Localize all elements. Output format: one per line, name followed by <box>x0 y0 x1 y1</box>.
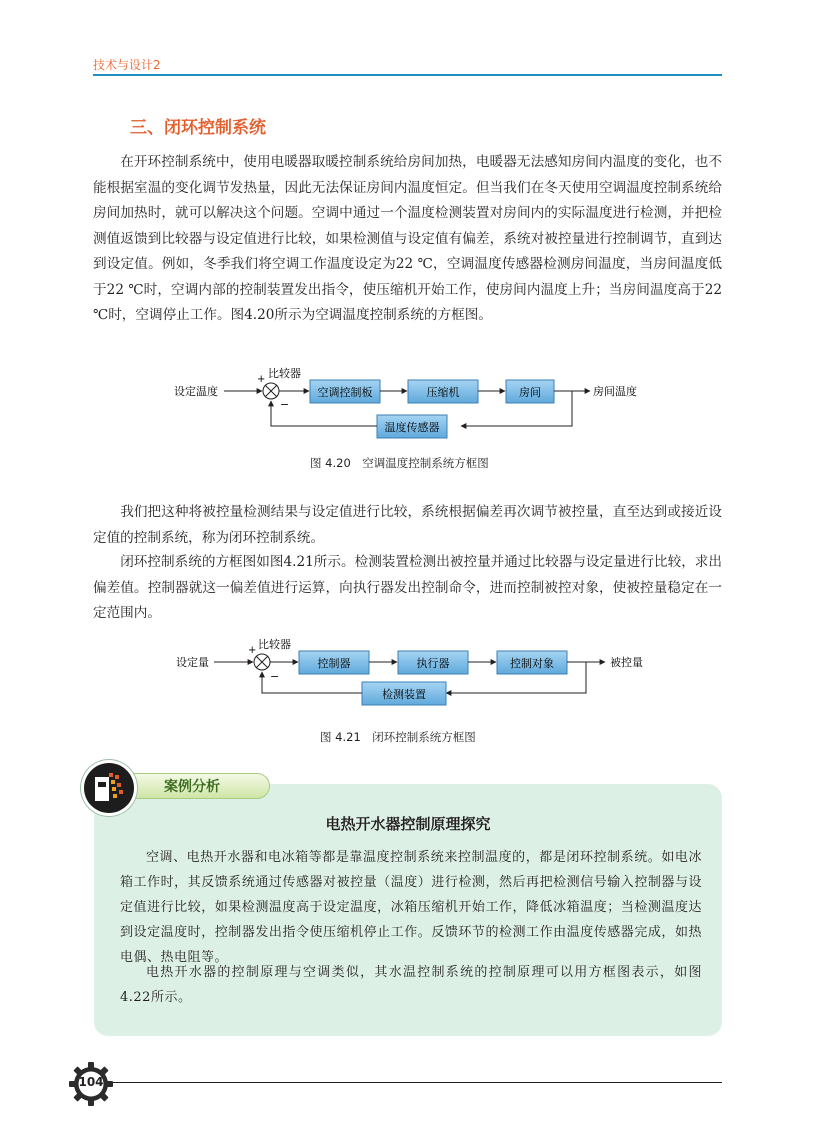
fig421-plus: + <box>248 645 257 656</box>
fig421-block-actuator-label: 执行器 <box>416 657 450 670</box>
case-analysis-tab-label: 案例分析 <box>164 779 220 795</box>
fig420-block-compressor-label: 压缩机 <box>426 386 460 399</box>
fig421-comparator-label: 比较器 <box>258 638 291 651</box>
fig421-block-plant-label: 控制对象 <box>510 657 554 670</box>
fig420-comparator-label: 比较器 <box>268 367 301 380</box>
fig420-output-label: 房间温度 <box>593 385 637 398</box>
fig420-block-controller-label: 空调控制板 <box>317 386 373 399</box>
fig421-output-label: 被控量 <box>610 656 643 669</box>
paragraph-definition: 我们把这种将被控量检测结果与设定值进行比较，系统根据偏差再次调节被控量，直至达到或接近设定值的控制系统，称为闭环控制系统。 <box>93 504 722 546</box>
case-analysis-icon <box>84 763 134 813</box>
paragraph-block-diagram: 闭环控制系统的方框图如图4.21所示。检测装置检测出被控量并通过比较器与设定量进行比较，求出偏差值。控制器就这一偏差值进行运算，向执行器发出控制命令，进而控制被控对象，使被控量稳定在一定范围内。 <box>93 554 722 621</box>
fig420-plus: + <box>257 374 266 385</box>
fig421-input-label: 设定量 <box>176 656 209 669</box>
case-paragraph-1: 空调、电热开水器和电冰箱等都是靠温度控制系统来控制温度的，都是闭环控制系统。如电冰箱工作时，其反馈系统通过传感器对被控量（温度）进行检测，然后再把检测信号输入控制器与设定值进行比较，如果检测温度高于设定温度，冰箱压缩机开始工作，降低冰箱温度；当检测温度达到设定温度时，控制器发出指令使压缩机停止工作。反馈环节的检测工作由温度传感器完成，如热电偶、热电阻等。 <box>120 850 702 965</box>
section-title: 三、闭环控制系统 <box>130 118 266 138</box>
fig421-minus: − <box>270 670 280 683</box>
fig420-minus: − <box>280 398 290 411</box>
fig420-input-label: 设定温度 <box>174 385 218 398</box>
book-title: 技术与设计2 <box>93 58 161 72</box>
page-number: 104 <box>78 1075 104 1089</box>
header-rule <box>93 74 722 76</box>
footer-rule <box>112 1082 722 1083</box>
fig420-block-sensor-label: 温度传感器 <box>384 421 440 434</box>
figure-4-21-caption: 图 4.21 闭环控制系统方框图 <box>320 730 476 744</box>
case-paragraph-2: 电热开水器的控制原理与空调类似，其水温控制系统的控制原理可以用方框图表示，如图4.22所示。 <box>120 965 702 1005</box>
fig421-block-controller-label: 控制器 <box>317 657 351 670</box>
figure-4-20-caption: 图 4.20 空调温度控制系统方框图 <box>310 456 489 470</box>
paragraph-intro: 在开环控制系统中，使用电暖器取暖控制系统给房间加热，电暖器无法感知房间内温度的变化，也不能根据室温的变化调节发热量，因此无法保证房间内温度恒定。但当我们在冬天使用空调温度控制系统给房间加热时，就可以解决这个问题。空调中通过一个温度检测装置对房间内的实际温度进行检测，并把检测值返馈到比较器与设定值进行比较，如果检测值与设定值有偏差，系统对被控量进行控制调节，直到达到设定值。例如，冬季我们将空调工作温度设定为22 ℃，空调温度传感器检测房间温度，当房间温度低于22 ℃时，空调内部的控制装置发出指令，使压缩机开始工作，使房间内温度上升；当房间温度高于22 ℃时，空调停止工作。图4.20所示为空调温度控制系统的方框图。 <box>93 154 722 323</box>
case-title: 电热开水器控制原理探究 <box>325 815 491 833</box>
figure-4-20-block-diagram <box>0 360 816 450</box>
figure-4-21-block-diagram <box>0 635 816 715</box>
fig420-block-room-label: 房间 <box>519 386 541 399</box>
fig421-block-sensor-label: 检测装置 <box>382 688 426 701</box>
